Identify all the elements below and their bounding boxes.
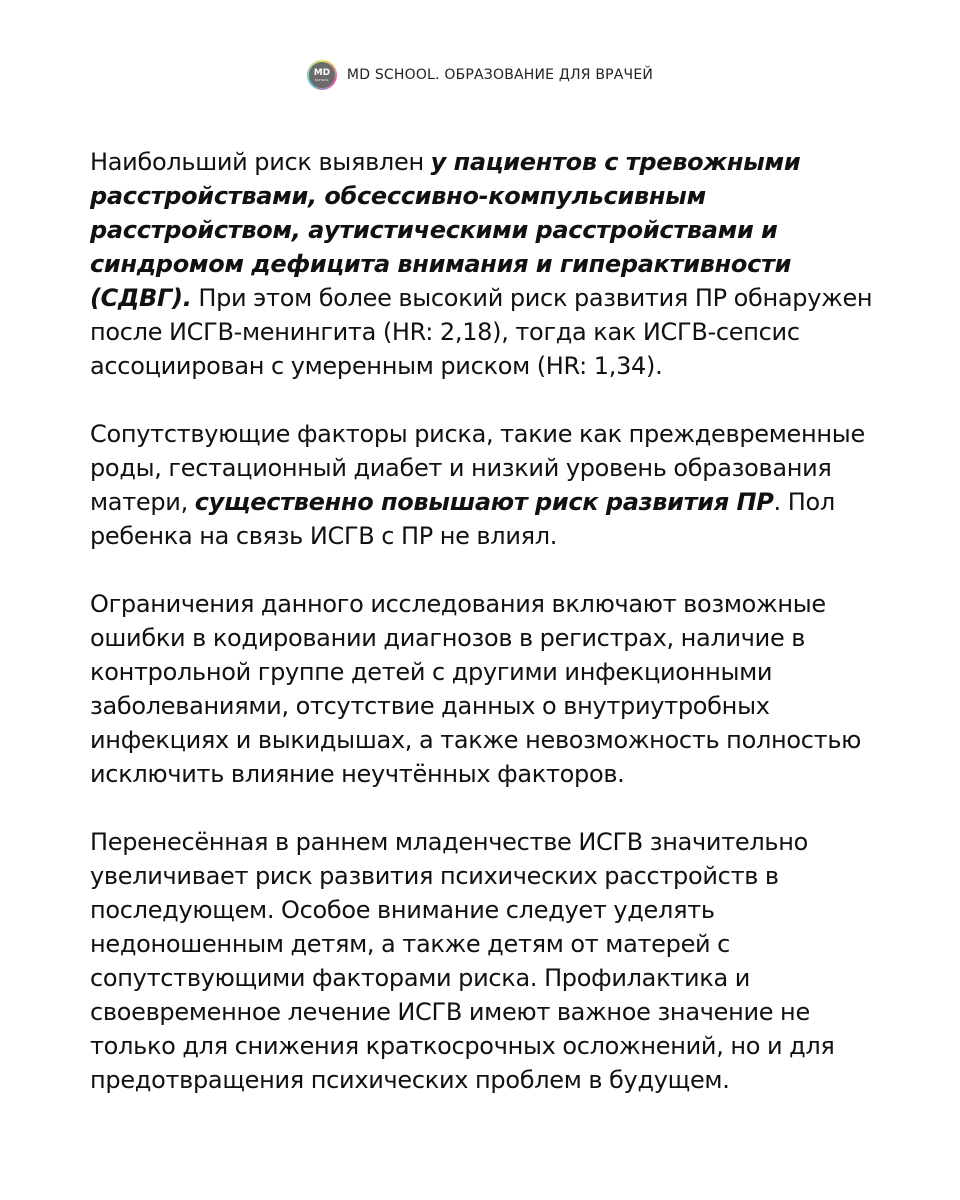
brand-name: MD SCHOOL. ОБРАЗОВАНИЕ ДЛЯ ВРАЧЕЙ <box>346 67 654 83</box>
md-school-logo-icon <box>307 60 337 90</box>
paragraph-tail: . Пол ребенка на связь ИСГВ с ПР не влиял. <box>90 488 835 550</box>
article-body <box>90 145 880 1097</box>
emphasis-text: у пациентов с тревожными расстройствами, обсессивно-компульсивным расстройством, аутистическими расстройствами и синдромом дефицита внимания и гиперактивности (СДВГ). <box>90 148 801 312</box>
paragraph-cofactors <box>90 417 880 553</box>
header <box>0 58 960 92</box>
paragraph-lead: Наибольший риск выявлен <box>90 148 431 176</box>
paragraph-conclusion: Перенесённая в раннем младенчестве ИСГВ значительно увеличивает риск развития психических расстройств в последующем. Особое внимание следует уделять недоношенным детям, а также детям от матерей с сопутствующими факторами риска. Профилактика и своевременное лечение ИСГВ имеют важное значение не только для снижения краткосрочных осложнений, но и для предотвращения психических проблем в будущем. <box>90 828 835 1094</box>
paragraph-lead: Сопутствующие факторы риска, такие как преждевременные роды, гестационный диабет и низкий уровень образования матери, <box>90 420 865 516</box>
logo-subtext: SCHOOL <box>314 77 329 82</box>
logo-badge <box>309 62 335 88</box>
paragraph-tail: При этом более высокий риск развития ПР обнаружен после ИСГВ-менингита (HR: 2,18), тогда как ИСГВ-сепсис ассоциирован с умеренным риском (HR: 1,34). <box>90 284 873 380</box>
emphasis-text: существенно повышают риск развития ПР <box>194 488 774 516</box>
paragraph-limitations: Ограничения данного исследования включают возможные ошибки в кодировании диагнозов в регистрах, наличие в контрольной группе детей с другими инфекционными заболеваниями, отсутствие данных о внутриутробных инфекциях и выкидышах, а также невозможность полностью исключить влияние неучтённых факторов. <box>90 590 862 788</box>
logo-text: MD <box>313 67 331 78</box>
paragraph-risk-groups <box>90 145 880 383</box>
